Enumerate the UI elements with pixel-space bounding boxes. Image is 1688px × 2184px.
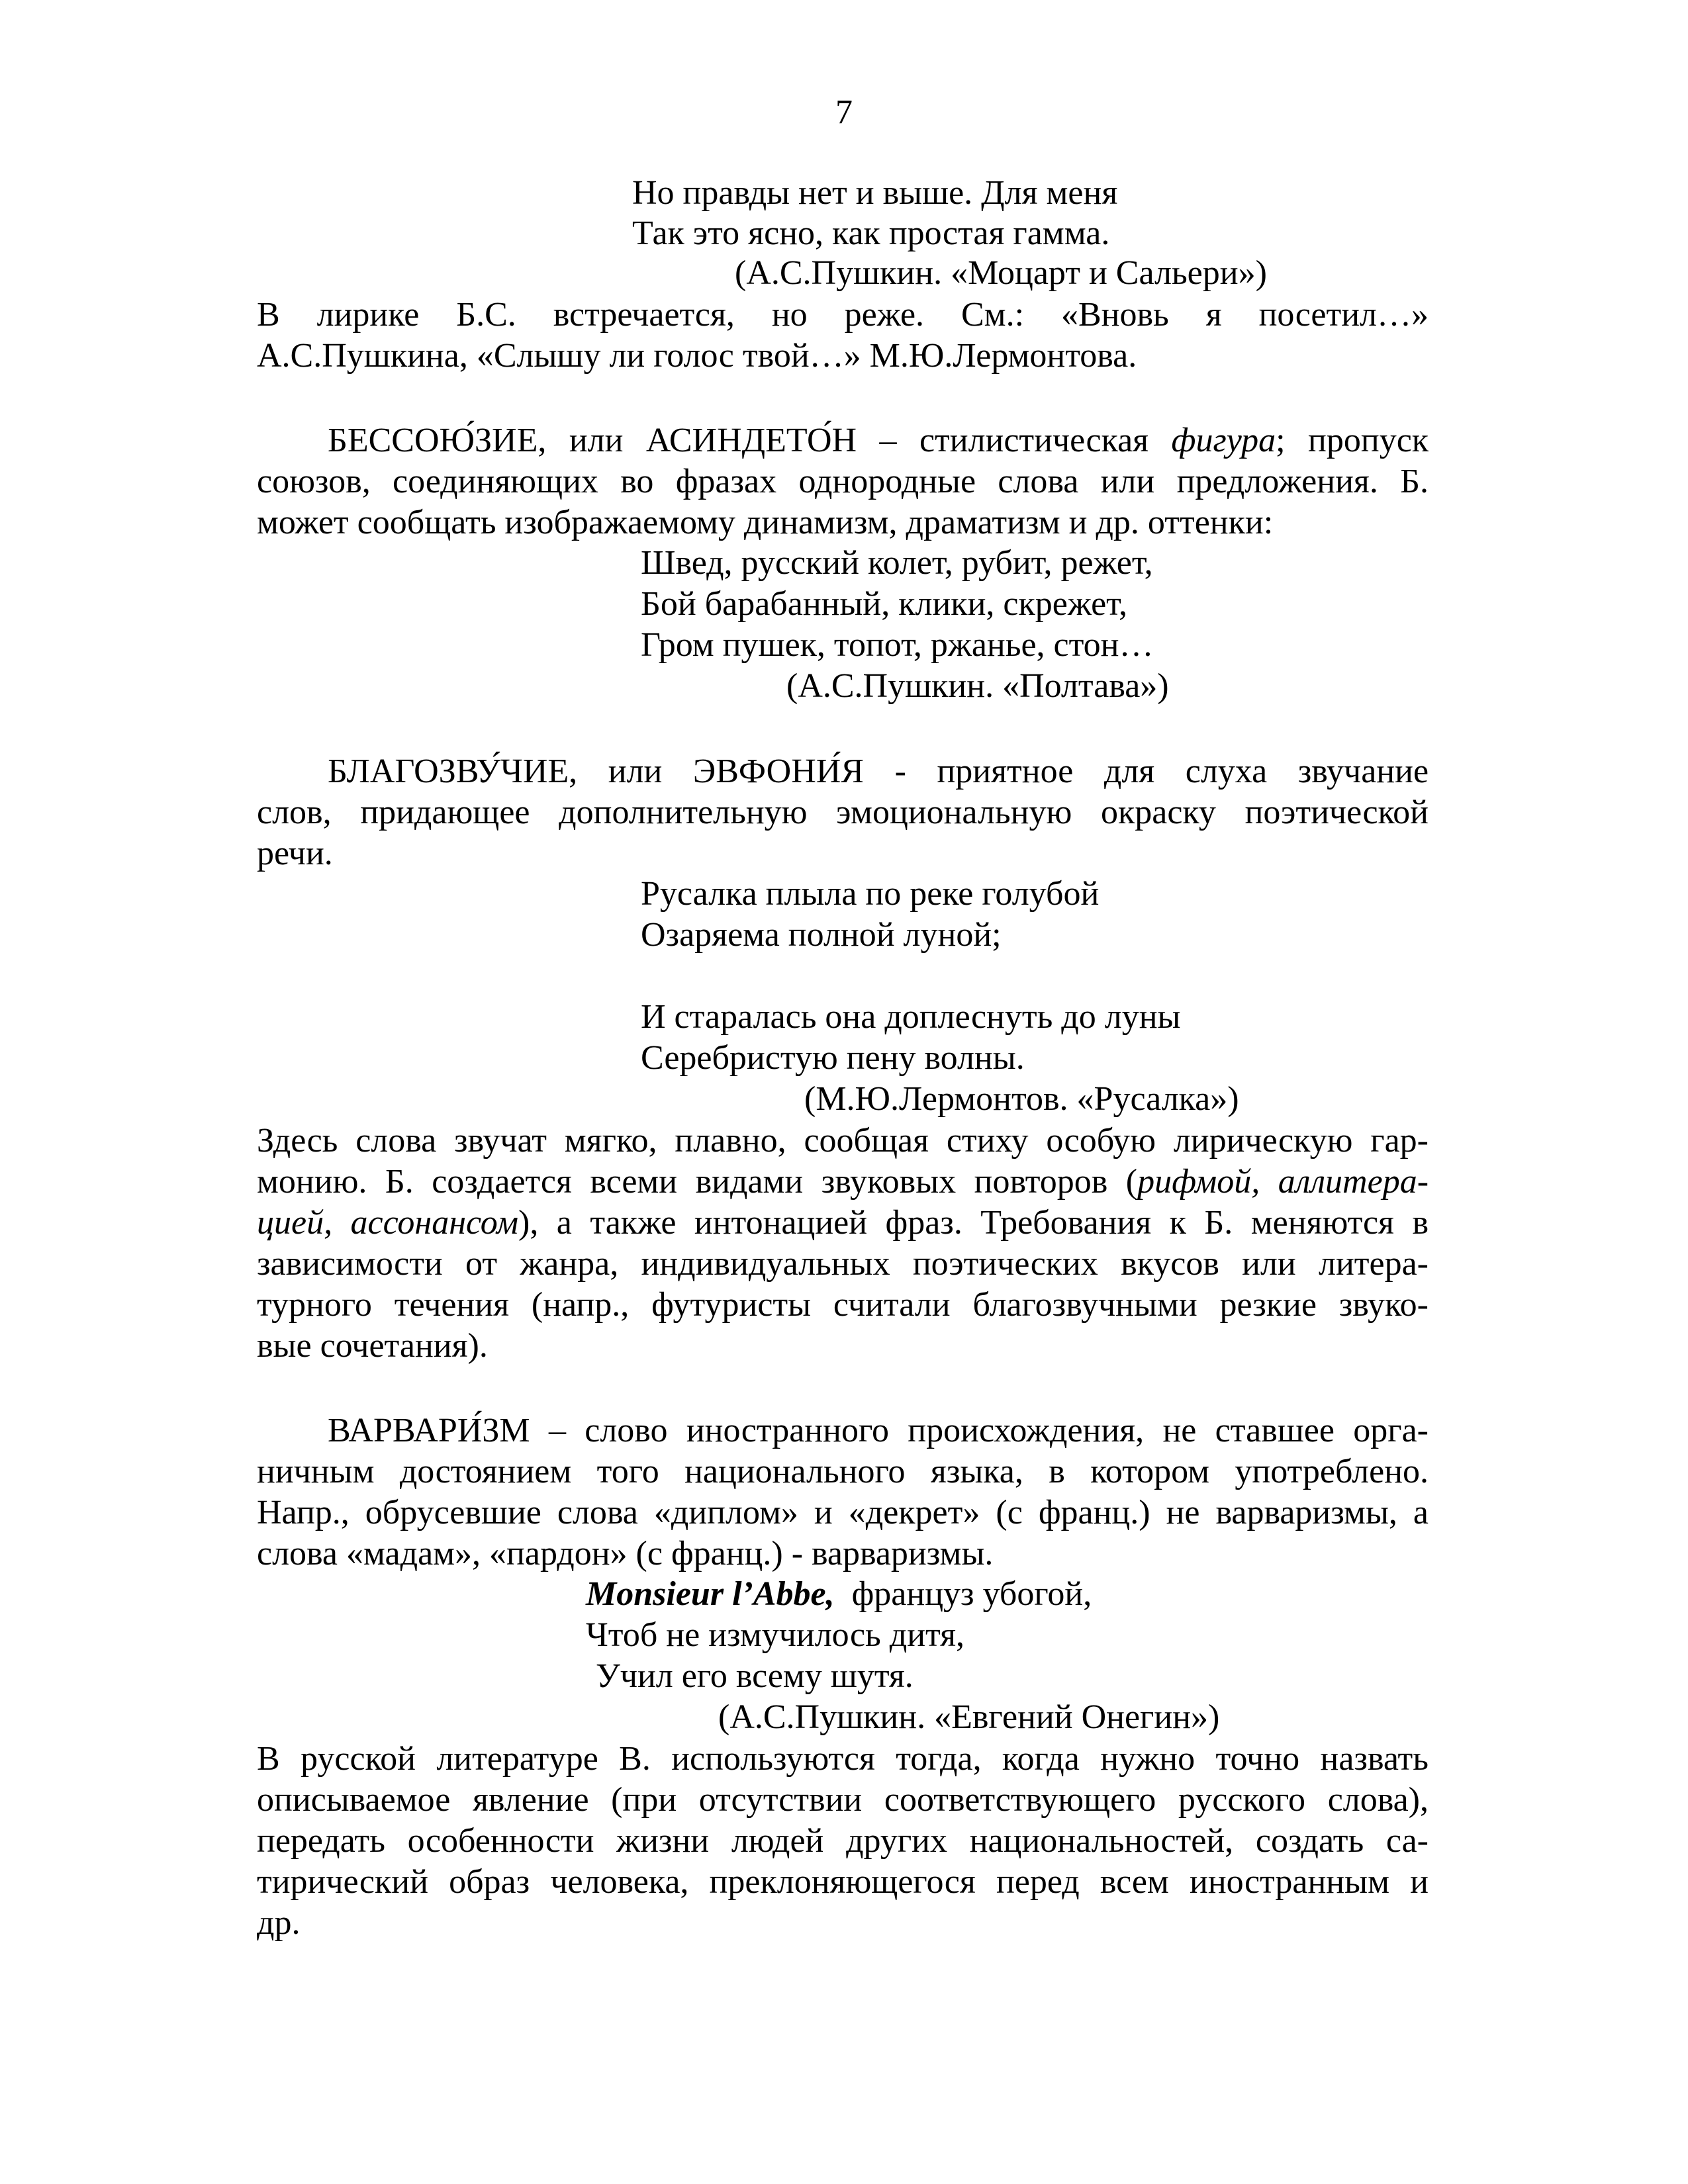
term-heading-line: БЛАГОЗВУ́ЧИЕ, или ЭВФОНИ́Я - приятное для слуха звучание [328,752,1429,790]
paragraph-line: вые сочетания). [257,1327,488,1365]
paragraph-line: речи. [257,835,333,872]
quote-line: Серебристую пену волны. [641,1039,1025,1077]
quote-line: Швед, русский колет, рубит, режет, [641,544,1153,582]
paragraph-line: описываемое явление (при отсутствии соответствующего русского слова), [257,1781,1429,1819]
quote-source: (М.Ю.Лермонтов. «Русалка») [804,1080,1239,1118]
term: ВАРВАРИ́ЗМ [328,1412,530,1449]
quote-line: Русалка плыла по реке голубой [641,875,1100,913]
quote-source: (А.С.Пушкин. «Евгений Онегин») [718,1698,1220,1736]
paragraph-line: турного течения (напр., футуристы считали благозвучными резкие звуко- [257,1286,1429,1324]
quote-line: Озаряема полной луной; [641,916,1002,954]
paragraph-line: В русской литературе В. используются тогда, когда нужно точно назвать [257,1740,1429,1778]
quote-source: (А.С.Пушкин. «Моцарт и Сальери») [735,254,1267,292]
paragraph-line: зависимости от жанра, индивидуальных поэтических вкусов или литера- [257,1245,1429,1283]
term: БЛАГОЗВУ́ЧИЕ, [328,752,578,790]
quote-line: Но правды нет и выше. Для меня [632,174,1118,212]
term-alt: ЭВФОНИ́Я [692,752,864,790]
paragraph-line: слов, придающее дополнительную эмоциональную окраску поэтической [257,794,1429,831]
paragraph-line: союзов, соединяющих во фразах однородные слова или предложения. Б. [257,463,1429,500]
quote-line: Monsieur l’Abbe, француз убогой, [586,1575,1092,1613]
quote-line: И старалась она доплеснуть до луны [641,998,1181,1036]
paragraph-line: Здесь слова звучат мягко, плавно, сообщая стиху особую лирическую гар- [257,1122,1429,1160]
paragraph-line: тирический образ человека, преклоняющегося перед всем иностранным и [257,1863,1429,1901]
paragraph-line: В лирике Б.С. встречается, но реже. См.: «Вновь я посетил…» [257,296,1429,334]
paragraph-line: слова «мадам», «пардон» (с франц.) - варваризмы. [257,1535,994,1572]
paragraph-line: др. [257,1904,301,1942]
quote-line: Учил его всему шутя. [596,1657,914,1695]
page-number: 7 [835,93,853,131]
term-alt: АСИНДЕТО́Н [645,422,857,459]
paragraph-line: А.С.Пушкина, «Слышу ли голос твой…» М.Ю.Лермонтова. [257,337,1137,375]
term-heading-line: ВАРВАРИ́ЗМ – слово иностранного происхождения, не ставшее орга- [328,1412,1429,1449]
term-heading-line: БЕССОЮ́ЗИЕ, или АСИНДЕТО́Н – стилистическая фигура; пропуск [328,422,1429,459]
paragraph-line: передать особенности жизни людей других национальностей, создать са- [257,1822,1429,1860]
paragraph-line: Напр., обрусевшие слова «диплом» и «декрет» (с франц.) не варваризмы, а [257,1494,1429,1531]
quote-line: Гром пушек, топот, ржанье, стон… [641,626,1154,664]
paragraph-line: может сообщать изображаемому динамизм, драматизм и др. оттенки: [257,504,1274,541]
quote-line: Так это ясно, как простая гамма. [632,214,1110,252]
paragraph-line: ничным достоянием того национального языка, в котором употреблено. [257,1453,1429,1490]
paragraph-line: монию. Б. создается всеми видами звуковых повторов (рифмой, аллитера- [257,1163,1429,1201]
quote-source: (А.С.Пушкин. «Полтава») [786,667,1169,705]
paragraph-line: цией, ассонансом), а также интонацией фраз. Требования к Б. меняются в [257,1204,1429,1242]
quote-line: Чтоб не измучилось дитя, [586,1616,964,1654]
term: БЕССОЮ́ЗИЕ, [328,422,547,459]
quote-line: Бой барабанный, клики, скрежет, [641,585,1127,623]
